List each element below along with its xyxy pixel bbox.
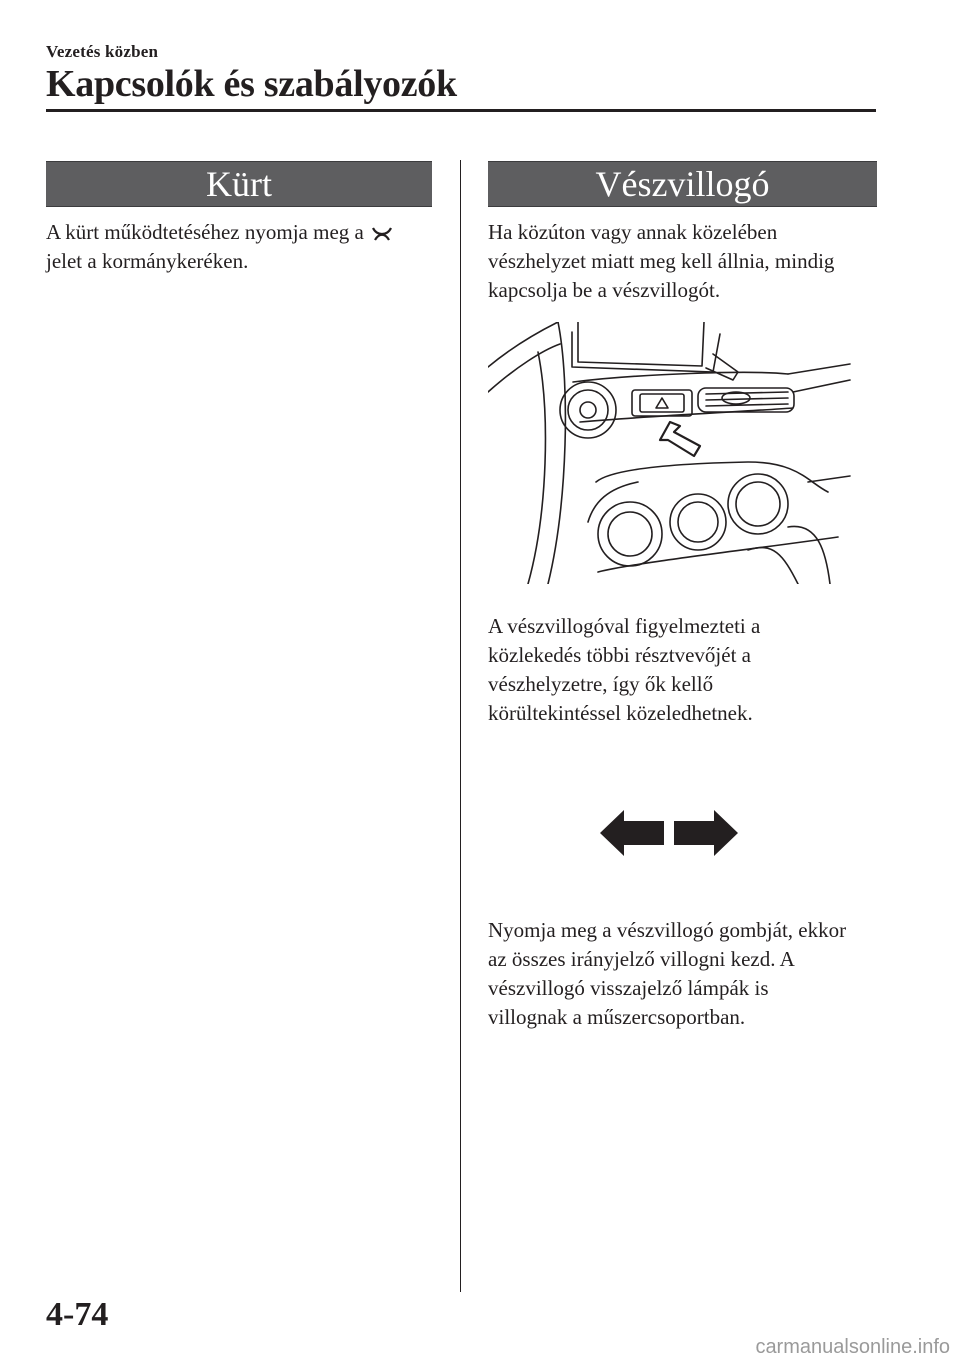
- intro-line: vészhelyzet miatt meg kell állnia, mindig: [488, 249, 835, 273]
- turn-signal-arrows-icon: [600, 810, 738, 856]
- warning-line: közlekedés többi résztvevőjét a: [488, 643, 751, 667]
- veszvillogo-operation: [488, 916, 888, 1032]
- left-arrow-icon: [600, 810, 664, 856]
- watermark: carmanualsonline.info: [755, 1336, 950, 1358]
- operation-line: Nyomja meg a vészvillogó gombját, ekkor: [488, 918, 847, 942]
- kurt-line-2: jelet a kormánykeréken.: [46, 249, 249, 273]
- veszvillogo-intro: [488, 218, 888, 305]
- hazard-switch-illustration: [488, 322, 858, 584]
- page-number: 4-74: [46, 1296, 109, 1333]
- veszvillogo-banner: Vészvillogó: [488, 161, 877, 207]
- intro-line: Ha közúton vagy annak közelében: [488, 220, 778, 244]
- kurt-line-1-text: A kürt működtetéséhez nyomja meg a: [46, 220, 364, 244]
- intro-line: kapcsolja be a vészvillogót.: [488, 278, 721, 302]
- warning-line: körültekintéssel közeledhetnek.: [488, 701, 753, 725]
- section-label: Vezetés közben: [46, 42, 159, 61]
- veszvillogo-warning: [488, 612, 888, 728]
- chapter-title: Kapcsolók és szabályozók: [46, 63, 457, 105]
- warning-line: A vészvillogóval figyelmezteti a: [488, 614, 761, 638]
- operation-line: vészvillogó visszajelző lámpák is: [488, 976, 769, 1000]
- horn-icon: [371, 227, 393, 241]
- operation-line: az összes irányjelző villogni kezd. A: [488, 947, 795, 971]
- header-rule: [46, 109, 876, 112]
- right-arrow-icon: [674, 810, 738, 856]
- operation-line: villognak a műszercsoportban.: [488, 1005, 746, 1029]
- kurt-paragraph: [46, 218, 446, 276]
- warning-line: vészhelyzetre, így ők kellő: [488, 672, 714, 696]
- kurt-line-1: [46, 218, 446, 247]
- column-divider: [460, 160, 461, 1292]
- kurt-banner: Kürt: [46, 161, 432, 207]
